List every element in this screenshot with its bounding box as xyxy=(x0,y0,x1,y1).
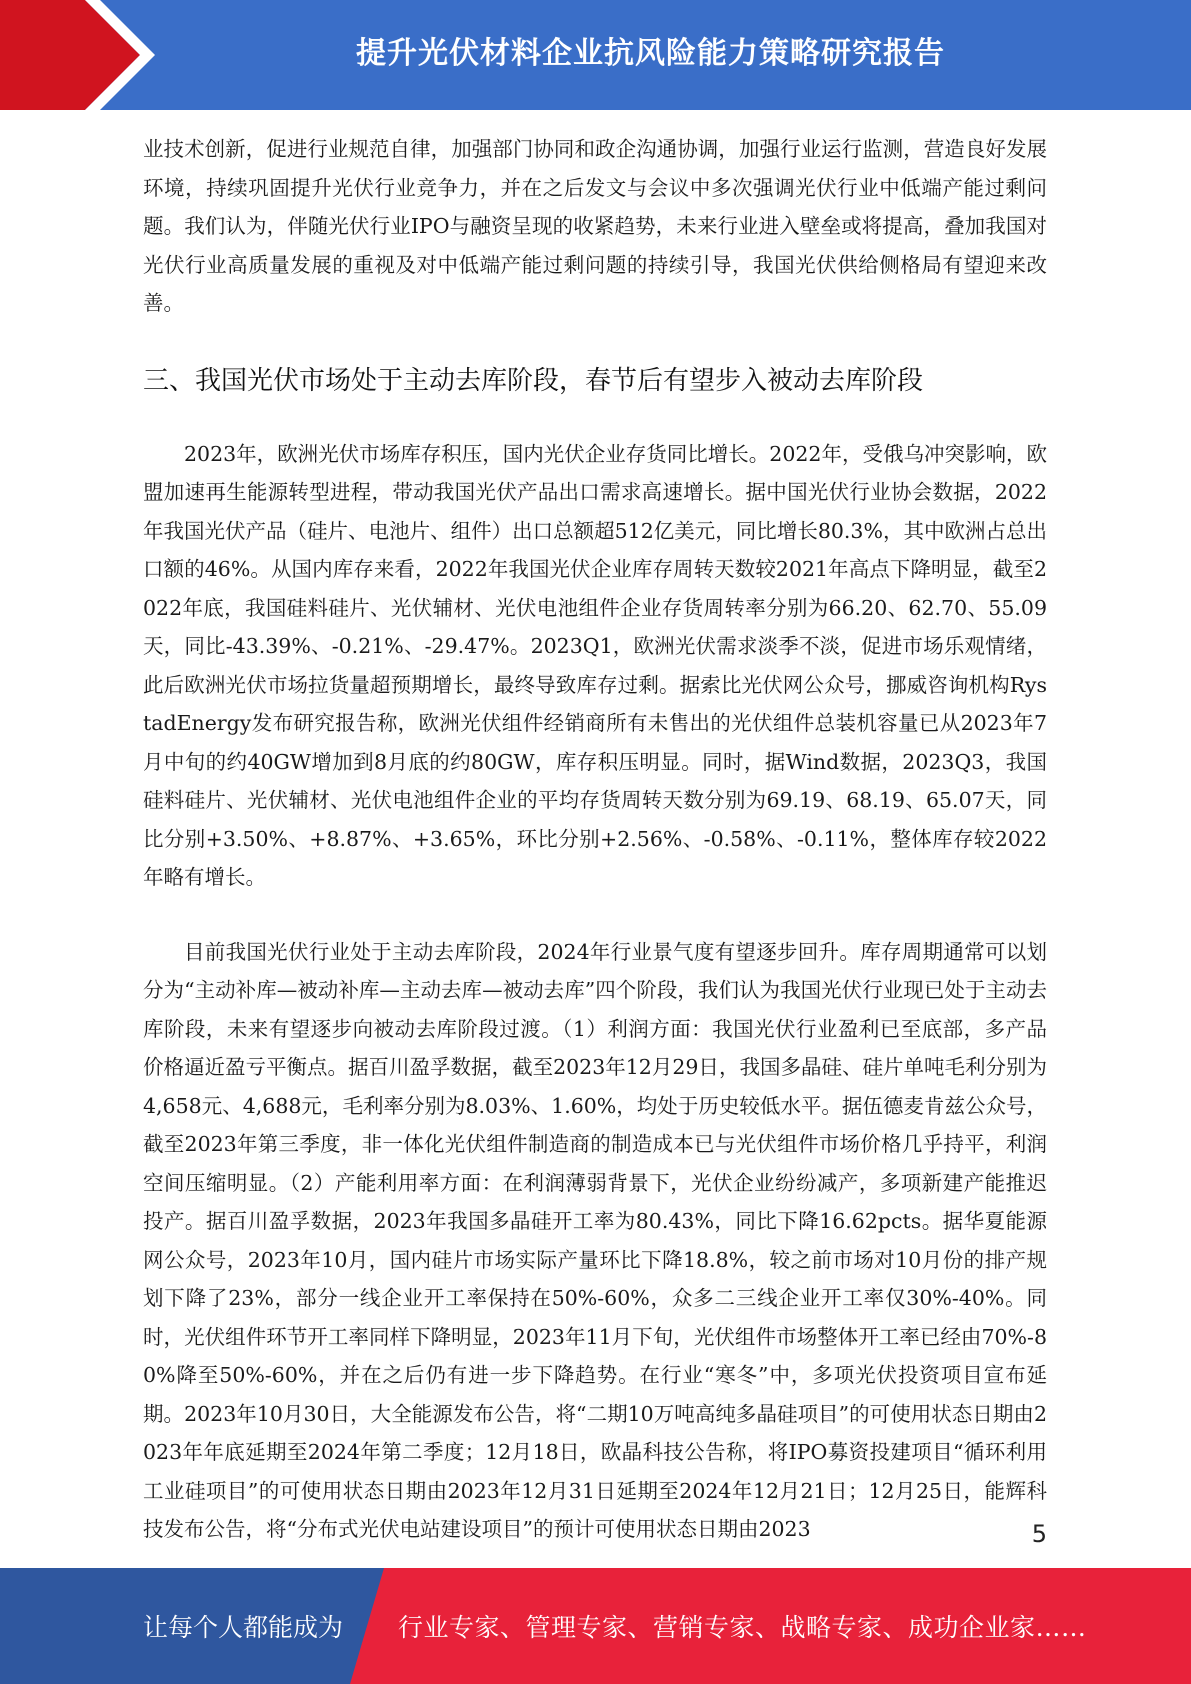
footer-slogan-right: 行业专家、管理专家、营销专家、战略专家、成功企业家…… xyxy=(398,1613,1087,1642)
section-heading: 三、我国光伏市场处于主动去库阶段，春节后有望步入被动去库阶段 xyxy=(143,365,924,396)
footer-slogan-left: 让每个人都能成为 xyxy=(143,1613,344,1642)
page-number: 5 xyxy=(1031,1520,1047,1548)
header-chevron-decoration xyxy=(0,0,160,110)
document-body xyxy=(143,130,1047,1549)
paragraph-inventory: 2023年，欧洲光伏市场库存积压，国内光伏企业存货同比增长。2022年，受俄乌冲突影响，欧盟加速再生能源转型进程，带动我国光伏产品出口需求高速增长。据中国光伏行业协会数据，2022年我国光伏产品（硅片、电池片、组件）出口总额超512亿美元，同比增长80.3%，其中欧洲占总出口额的46%。从国内库存来看，2022年我国光伏企业库存周转天数较2021年高点下降明显，截至2022年底，我国硅料硅片、光伏辅材、光伏电池组件企业存货周转率分别为66.20、62.70、55.09天，同比-43.39%、-0.21%、-29.47%。2023Q1，欧洲光伏需求淡季不淡，促进市场乐观情绪，此后欧洲光伏市场拉货量超预期增长，最终导致库存过剩。据索比光伏网公众号，挪威咨询机构RystadEnergy发布研究报告称，欧洲光伏组件经销商所有未售出的光伏组件总装机容量已从2023年7月中旬的约40GW增加到8月底的约80GW，库存积压明显。同时，据Wind数据，2023Q3，我国硅料硅片、光伏辅材、光伏电池组件企业的平均存货周转天数分别为69.19、68.19、65.07天，同比分别+3.50%、+8.87%、+3.65%，环比分别+2.56%、-0.58%、-0.11%，整体库存较2022年略有增长。 xyxy=(143,441,1047,889)
paragraph-intro: 业技术创新，促进行业规范自律，加强部门协同和政企沟通协调，加强行业运行监测，营造良好发展环境，持续巩固提升光伏行业竞争力，并在之后发文与会议中多次强调光伏行业中低端产能过剩问题。我们认为，伴随光伏行业IPO与融资呈现的收紧趋势，未来行业进入壁垒或将提高，叠加我国对光伏行业高质量发展的重视及对中低端产能过剩问题的持续引导，我国光伏供给侧格局有望迎来改善。 xyxy=(143,137,1047,315)
paragraph-destocking: 目前我国光伏行业处于主动去库阶段，2024年行业景气度有望逐步回升。库存周期通常可以划分为“主动补库—被动补库—主动去库—被动去库”四个阶段，我们认为我国光伏行业现已处于主动去库阶段，未来有望逐步向被动去库阶段过渡。（1）利润方面：我国光伏行业盈利已至底部，多产品价格逼近盈亏平衡点。据百川盈孚数据，截至2023年12月29日，我国多晶硅、硅片单吨毛利分别为4,658元、4,688元，毛利率分别为8.03%、1.60%，均处于历史较低水平。据伍德麦肯兹公众号，截至2023年第三季度，非一体化光伏组件制造商的制造成本已与光伏组件市场价格几乎持平，利润空间压缩明显。（2）产能利用率方面：在利润薄弱背景下，光伏企业纷纷减产，多项新建产能推迟投产。据百川盈孚数据，2023年我国多晶硅开工率为80.43%，同比下降16.62pcts。据华夏能源网公众号，2023年10月，国内硅片市场实际产量环比下降18.8%，较之前市场对10月份的排产规划下降了23%，部分一线企业开工率保持在50%-60%，众多二三线企业开工率仅30%-40%。同时，光伏组件环节开工率同样下降明显，2023年11月下旬，光伏组件市场整体开工率已经由70%-80%降至50%-60%，并在之后仍有进一步下降趋势。在行业“寒冬”中，多项光伏投资项目宣布延期。2023年10月30日，大全能源发布公告，将“二期10万吨高纯多晶硅项目”的可使用状态日期由2023年年底延期至2024年第二季度；12月18日，欧晶科技公告称，将IPO募资投建项目“循环利用工业硅项目”的可使用状态日期由2023年12月31日延期至2024年12月21日；12月25日，能辉科技发布公告，将“分布式光伏电站建设项目”的预计可使用状态日期由2023 xyxy=(143,939,1047,1541)
page-footer xyxy=(0,1568,1191,1684)
report-title: 提升光伏材料企业抗风险能力策略研究报告 xyxy=(356,36,945,71)
page-header xyxy=(0,0,1191,110)
